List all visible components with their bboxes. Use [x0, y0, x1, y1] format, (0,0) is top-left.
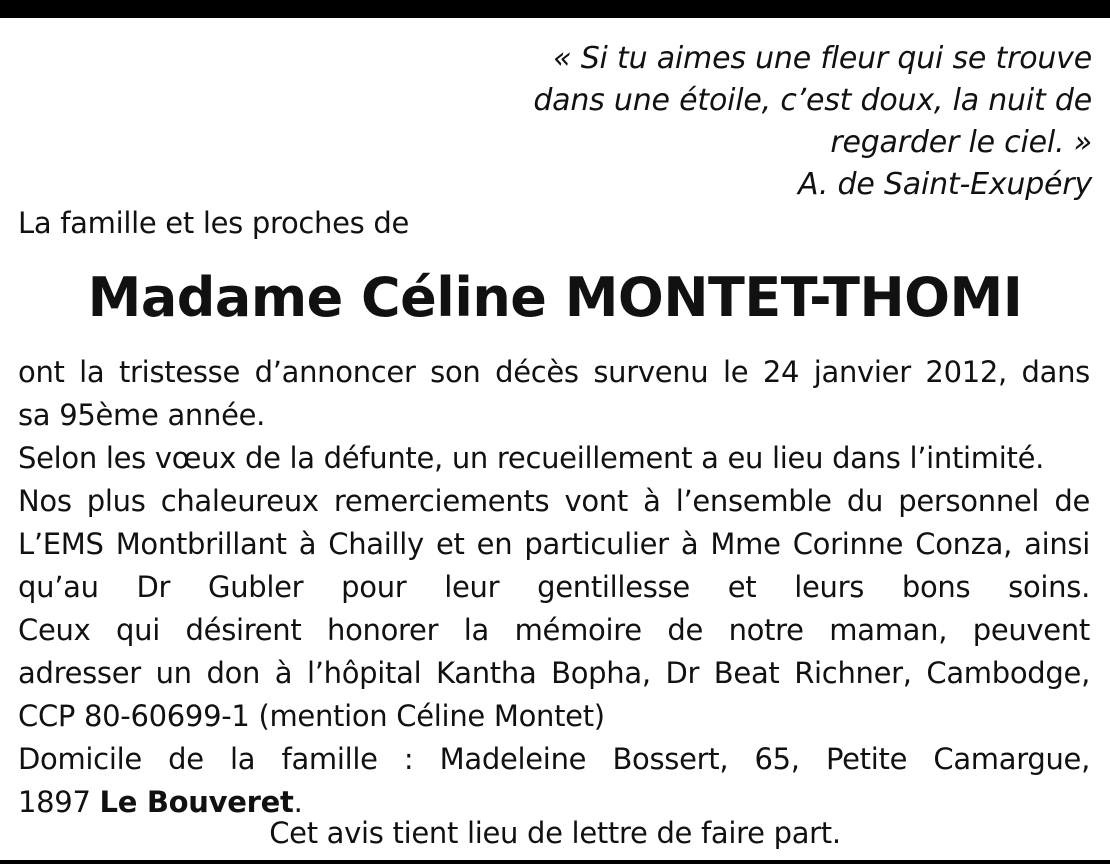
- thanks-line-2: L’EMS Montbrillant à Chailly et en particulier à Mme Corinne Conza, ainsi: [18, 527, 1090, 561]
- donation-line-2: adresser un don à l’hôpital Kantha Bopha, Dr Beat Richner, Cambodge,: [18, 656, 1090, 690]
- domicile-period: .: [293, 785, 303, 819]
- quote-line-1: « Si tu aimes une fleur qui se trouve: [553, 41, 1092, 76]
- quote-line-2: dans une étoile, c’est doux, la nuit de: [533, 83, 1092, 118]
- ceremony-line: Selon les vœux de la défunte, un recueillement a eu lieu dans l’intimité.: [18, 441, 1045, 475]
- donation-line-1: Ceux qui désirent honorer la mémoire de notre maman, peuvent: [18, 613, 1090, 647]
- domicile-postcode: 1897: [18, 785, 100, 819]
- thanks-line-3: qu’au Dr Gubler pour leur gentillesse et leurs bons soins.: [18, 570, 1090, 604]
- donation-line-3: CCP 80-60699-1 (mention Céline Montet): [18, 699, 605, 733]
- announcement-line-1: ont la tristesse d’annoncer son décès survenu le 24 janvier 2012, dans: [18, 355, 1090, 389]
- top-border-rule: [0, 0, 1110, 18]
- closing-note: Cet avis tient lieu de lettre de faire part.: [269, 816, 841, 850]
- announcement-line-2: sa 95ème année.: [18, 398, 266, 432]
- announcement-body: [18, 351, 1090, 824]
- quote-author: A. de Saint-Exupéry: [797, 167, 1092, 202]
- thanks-line-1: Nos plus chaleureux remerciements vont à l’ensemble du personnel de: [18, 484, 1090, 518]
- quote-line-3: regarder le ciel. »: [830, 125, 1092, 160]
- domicile-line-1: Domicile de la famille : Madeleine Bossert, 65, Petite Camargue,: [18, 742, 1090, 776]
- bottom-border-rule: [0, 860, 1110, 864]
- epigraph-quote: [392, 38, 1092, 206]
- domicile-town: Le Bouveret: [99, 785, 294, 819]
- intro-text: La famille et les proches de: [18, 206, 410, 240]
- deceased-name: Madame Céline MONTET-THOMI: [87, 266, 1023, 329]
